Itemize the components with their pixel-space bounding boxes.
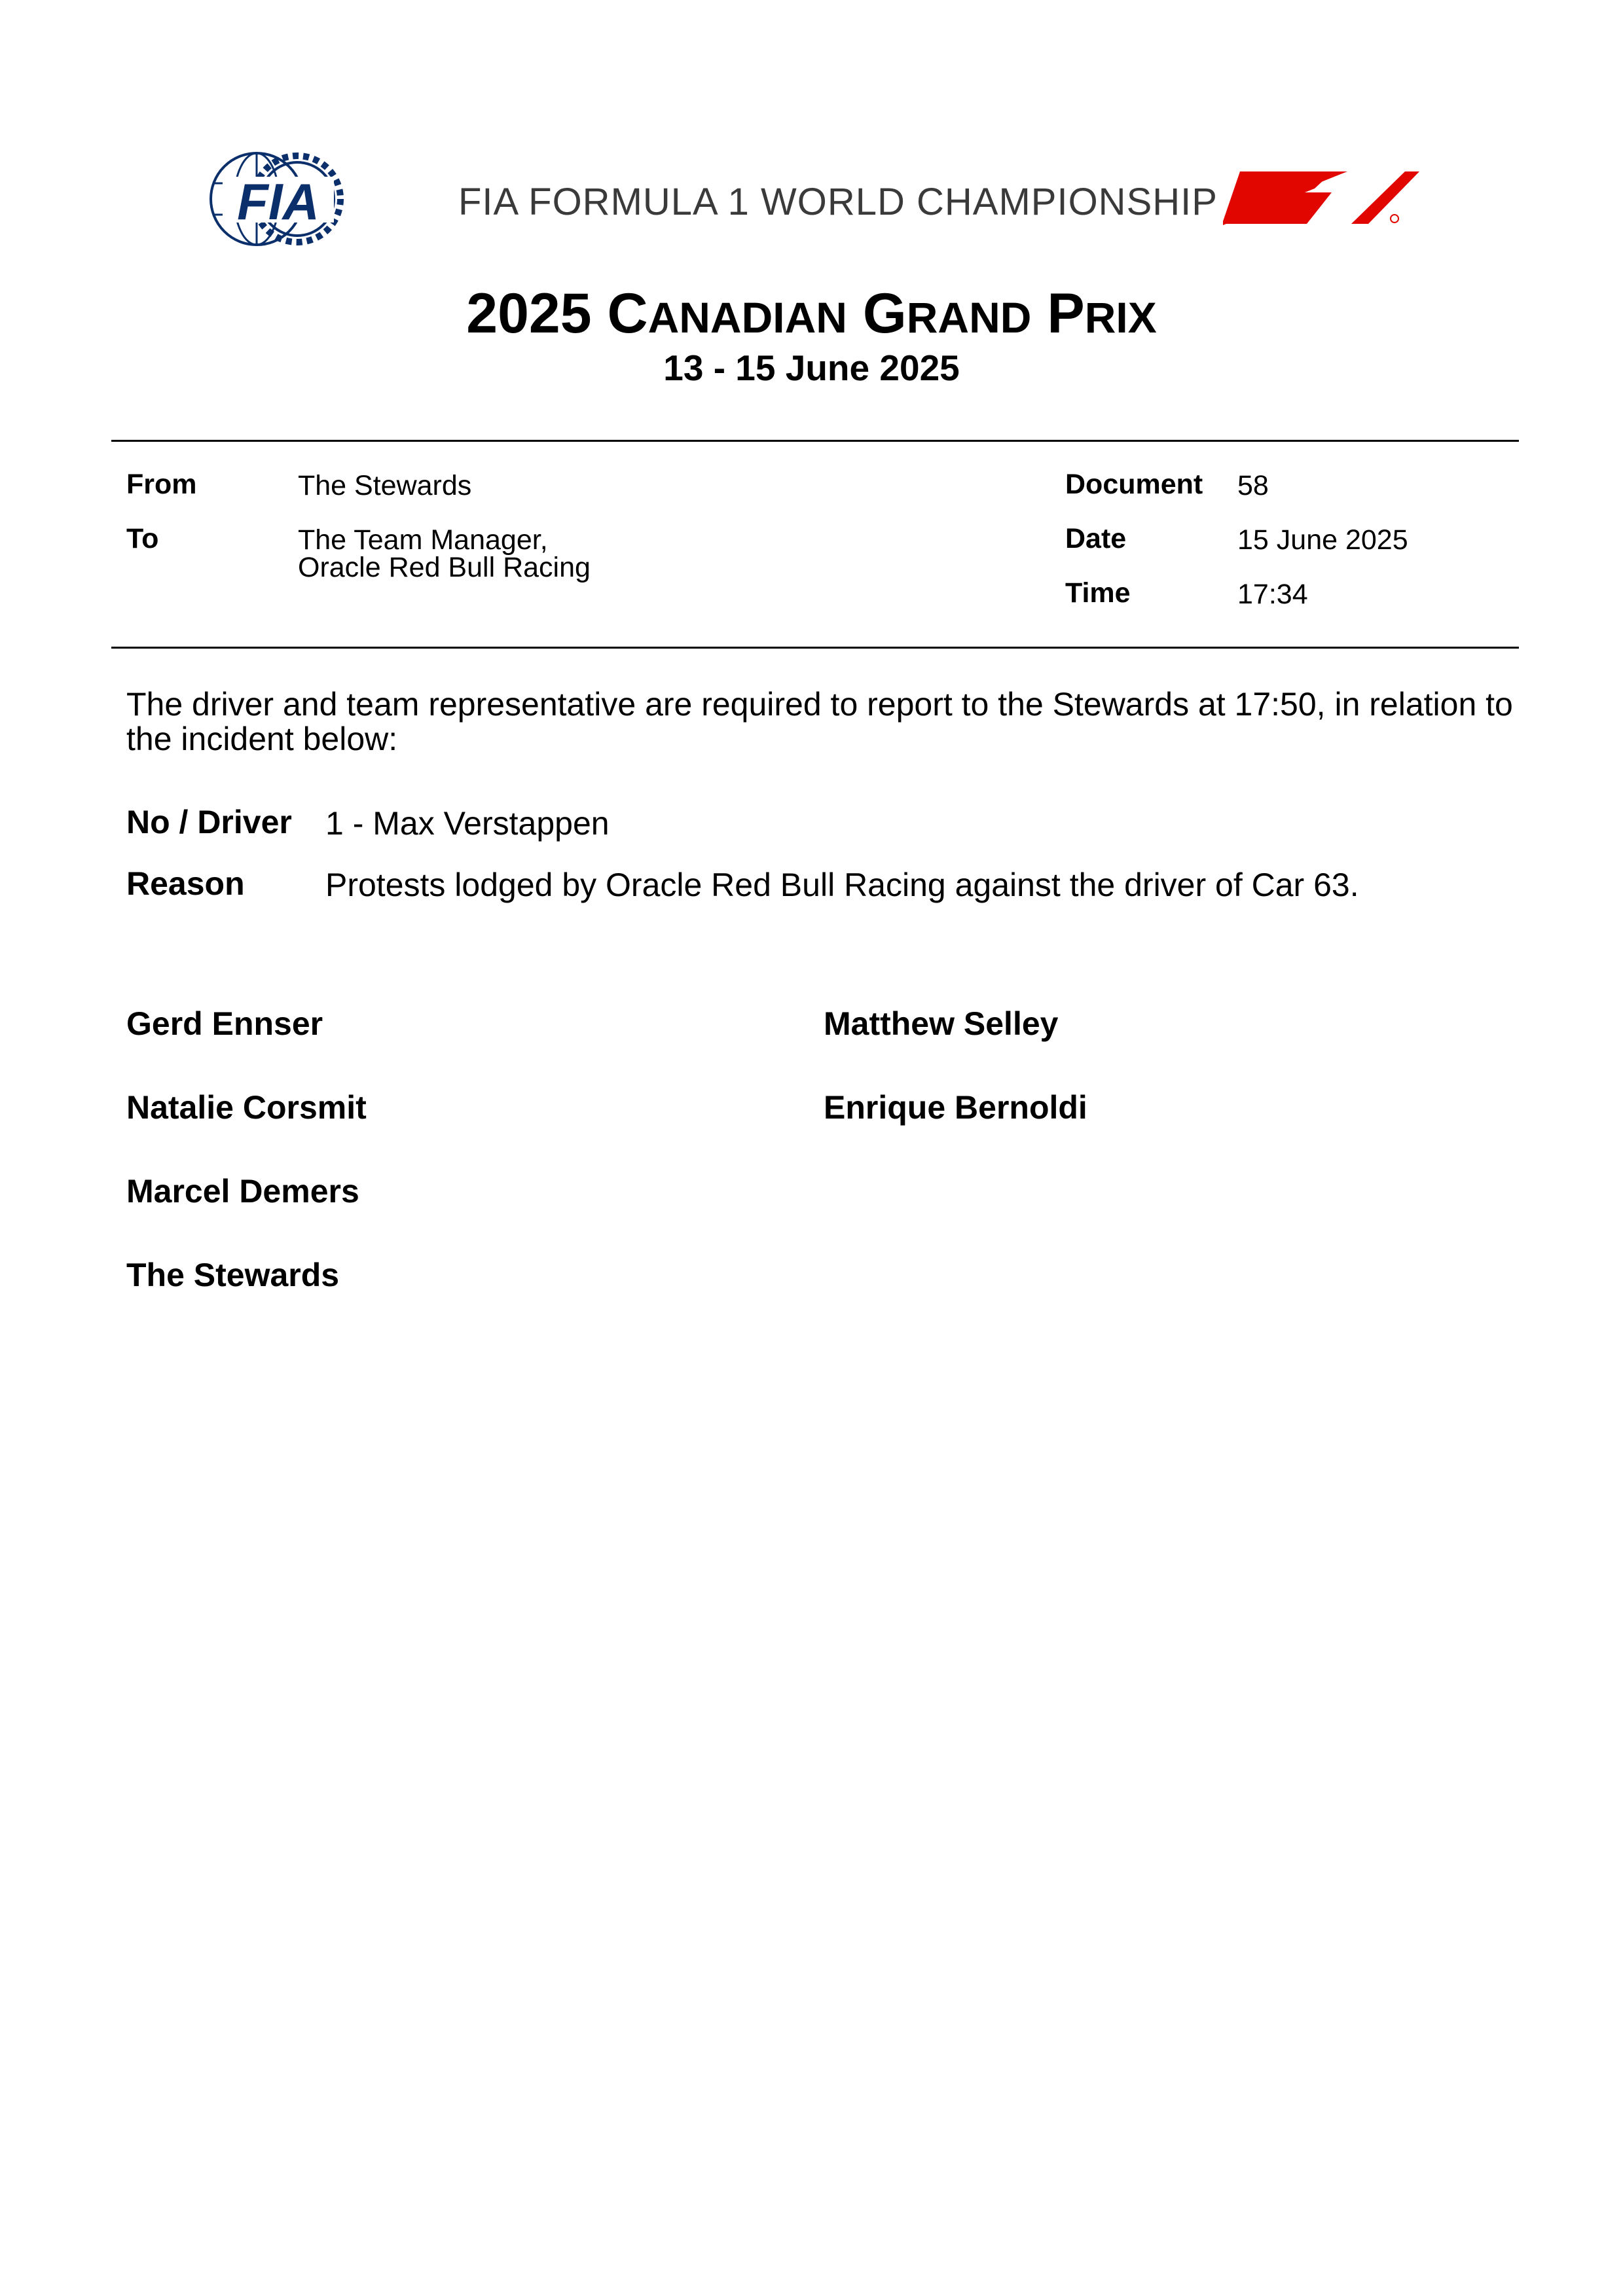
reason-label: Reason: [126, 865, 245, 902]
steward-name: Enrique Bernoldi: [824, 1089, 1087, 1126]
date-value: 15 June 2025: [1237, 524, 1408, 556]
divider: [111, 647, 1519, 649]
fia-logo: [208, 151, 346, 247]
stewards-signoff: The Stewards: [126, 1257, 340, 1293]
driver-label: No / Driver: [126, 804, 292, 840]
steward-name: Natalie Corsmit: [126, 1089, 367, 1126]
event-title: 2025 CANADIAN GRAND PRIX: [466, 282, 1157, 345]
to-value-line2: Oracle Red Bull Racing: [298, 552, 591, 583]
date-label: Date: [1065, 523, 1127, 554]
f1-logo: [1223, 171, 1419, 225]
steward-name: Gerd Ennser: [126, 1005, 323, 1042]
to-value-line1: The Team Manager,: [298, 524, 548, 556]
from-value: The Stewards: [298, 470, 472, 501]
divider: [111, 440, 1519, 442]
reason-value: Protests lodged by Oracle Red Bull Racing against the driver of Car 63.: [325, 867, 1359, 903]
document-value: 58: [1237, 470, 1269, 501]
steward-name: Marcel Demers: [126, 1173, 359, 1210]
document-label: Document: [1065, 469, 1203, 500]
driver-value: 1 - Max Verstappen: [325, 805, 610, 842]
time-value: 17:34: [1237, 579, 1308, 610]
event-dates: 13 - 15 June 2025: [663, 348, 960, 388]
from-label: From: [126, 469, 197, 500]
to-label: To: [126, 523, 159, 554]
time-label: Time: [1065, 577, 1131, 609]
summary-text: The driver and team representative are required to report to the Stewards at 17:50, in relation to the incident below:: [126, 686, 1513, 757]
fia-logo-text: FIA: [237, 173, 319, 230]
steward-name: Matthew Selley: [824, 1005, 1059, 1042]
championship-banner: FIA FORMULA 1 WORLD CHAMPIONSHIP: [458, 181, 1218, 223]
